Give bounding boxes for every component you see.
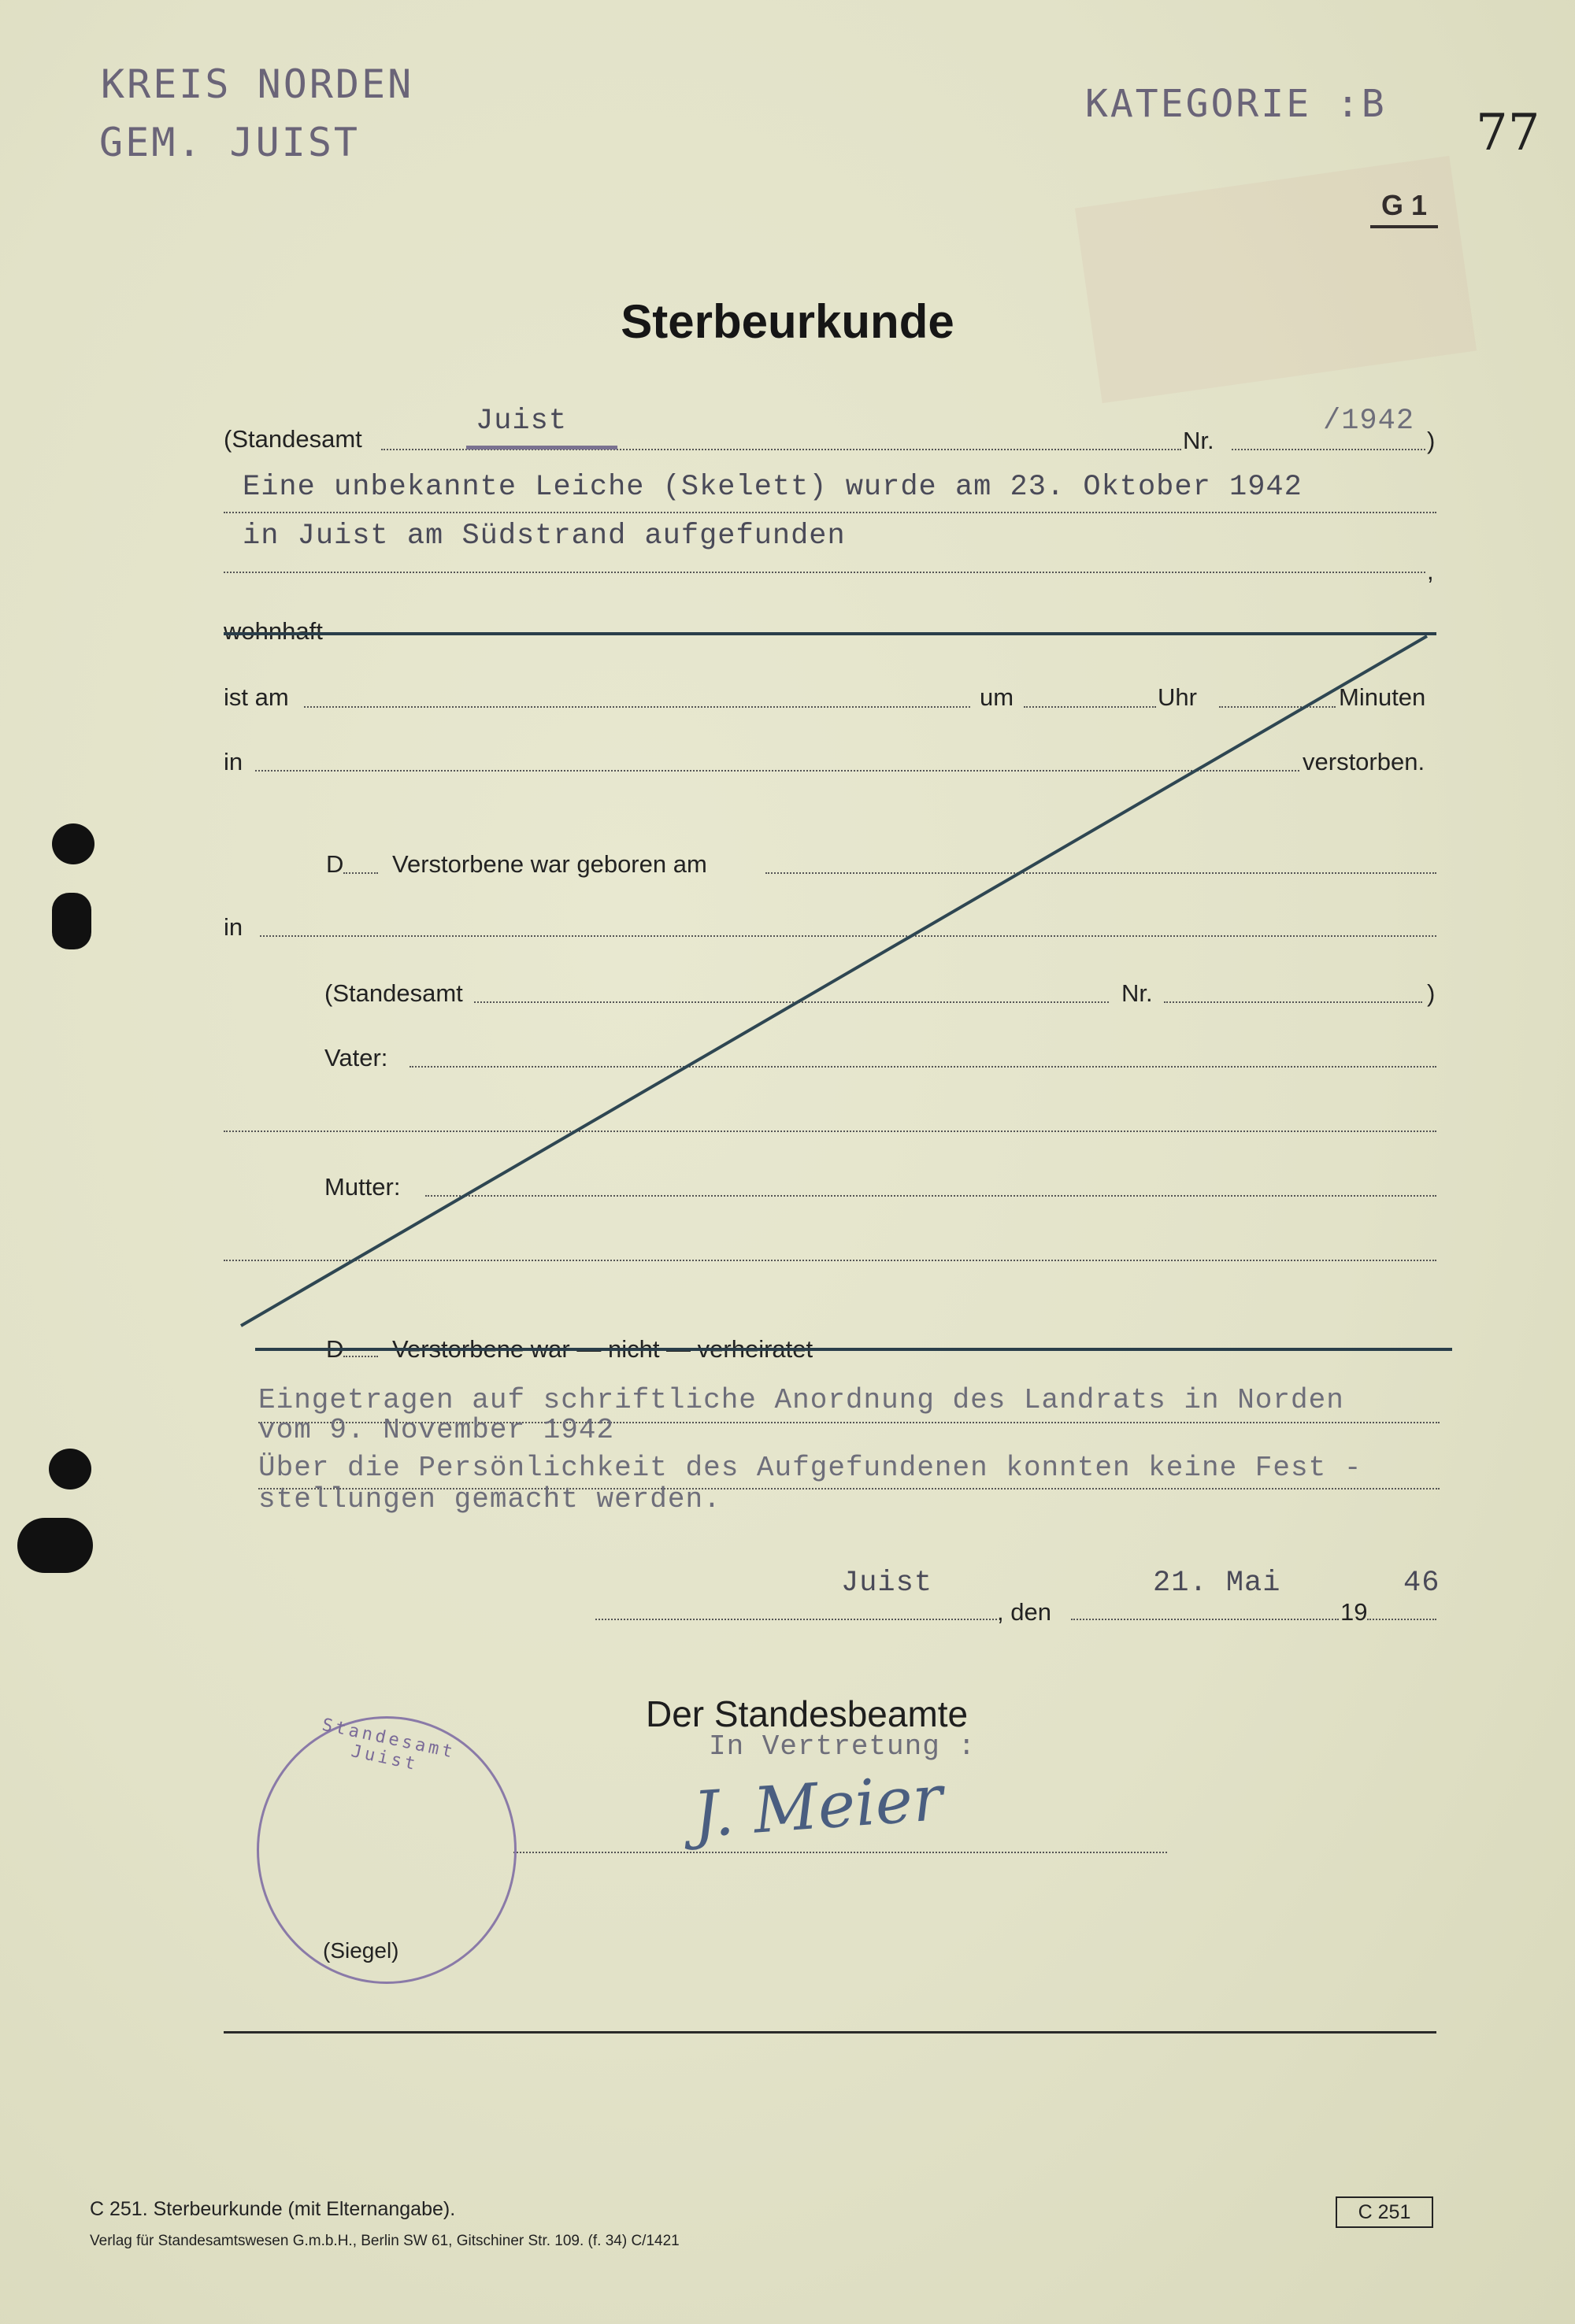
birthplace-in-label: in: [224, 913, 243, 941]
vater-label: Vater:: [324, 1044, 388, 1071]
seal-text: Standesamt Juist: [320, 1715, 458, 1775]
mutter-label: Mutter:: [324, 1173, 401, 1201]
in-label: in: [224, 748, 243, 775]
remark-line-2: vom 9. November 1942: [258, 1414, 615, 1446]
bottom-rule: [224, 2031, 1436, 2034]
entry-comma: ,: [1427, 557, 1434, 585]
nr-value: /1942: [1323, 405, 1415, 438]
den-label: , den: [997, 1598, 1051, 1626]
official-title: Der Standesbeamte: [646, 1693, 969, 1734]
standesamt-value: Juist: [476, 405, 568, 438]
footer-form-line: C 251. Sterbeurkunde (mit Elternangabe).: [90, 2198, 456, 2220]
standesamt-label: (Standesamt: [224, 425, 362, 453]
dotted-line: [343, 1356, 378, 1357]
date-value: 21. Mai: [1153, 1567, 1281, 1600]
dotted-line: [1367, 1619, 1436, 1620]
standesamt2-label: (Standesamt: [324, 979, 463, 1007]
um-label: um: [980, 683, 1014, 711]
district-stamp-line1: KREIS NORDEN: [101, 61, 414, 107]
category-stamp: KATEGORIE :B: [1085, 82, 1387, 126]
handwritten-signature: J. Meier: [691, 1761, 946, 1852]
form-code: G 1: [1370, 189, 1438, 228]
nr2-label: Nr.: [1121, 979, 1153, 1007]
seal-label: (Siegel): [323, 1938, 399, 1963]
verstorben-label: verstorben.: [1303, 748, 1425, 775]
page-number: 77: [1476, 104, 1540, 162]
entry-line-2: in Juist am Südstrand aufgefunden: [243, 520, 846, 553]
strike-line: [255, 1348, 1452, 1351]
married-label: Verstorbene war — nicht — verheiratet: [392, 1335, 813, 1363]
married-prefix: D: [326, 1335, 344, 1363]
born-prefix: D: [326, 850, 344, 878]
nr-label: Nr.: [1183, 427, 1214, 454]
year-prefix: 19: [1340, 1598, 1368, 1626]
wohnhaft-label: wohnhaft: [224, 617, 323, 645]
entry-line-1: Eine unbekannte Leiche (Skelett) wurde am 23. Oktober 1942: [243, 471, 1303, 504]
close-paren: ): [1427, 427, 1436, 454]
remark-line-4: stellungen gemacht werden.: [258, 1483, 721, 1515]
remark-line-3: Über die Persönlichkeit des Aufgefundenen konnten keine Fest -: [258, 1452, 1362, 1484]
born-label: Verstorbene war geboren am: [392, 850, 707, 878]
in-vertretung: In Vertretung :: [709, 1730, 976, 1763]
remark-line-1: Eingetragen auf schriftliche Anordnung des Landrats in Norden: [258, 1384, 1344, 1416]
dotted-line: [595, 1619, 997, 1620]
close2-paren: ): [1427, 979, 1436, 1007]
minuten-label: Minuten: [1339, 683, 1426, 711]
footer-publisher: Verlag für Standesamtswesen G.m.b.H., Berlin SW 61, Gitschiner Str. 109. (f. 34) C/1421: [90, 2233, 680, 2249]
footer-form-box: C 251: [1336, 2196, 1433, 2228]
place-value: Juist: [841, 1567, 933, 1600]
ist-am-label: ist am: [224, 683, 289, 711]
dotted-line: [513, 1852, 1167, 1853]
dotted-line: [1071, 1619, 1339, 1620]
year-suffix: 46: [1403, 1567, 1440, 1600]
district-stamp-line2: GEM. JUIST: [99, 120, 361, 165]
document-title: Sterbeurkunde: [621, 295, 954, 348]
uhr-label: Uhr: [1158, 683, 1197, 711]
